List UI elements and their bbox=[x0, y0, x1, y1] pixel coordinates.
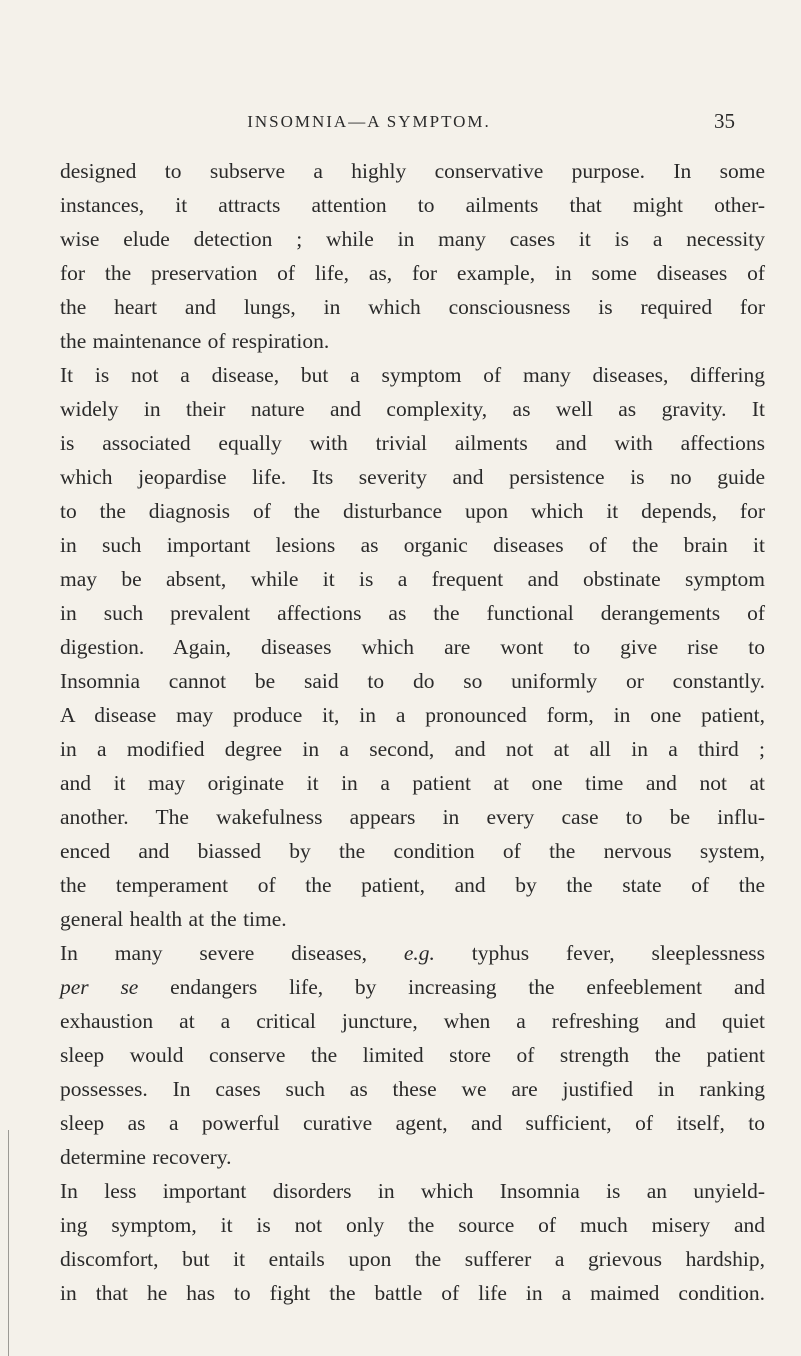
text-line: the heart and lungs, in which consciousness is required for bbox=[60, 295, 765, 319]
text-line: sleep would conserve the limited store of strength the patient bbox=[60, 1043, 765, 1067]
text-line: which jeopardise life. Its severity and persistence is no guide bbox=[60, 465, 765, 489]
text-run: typhus fever, sleeplessness bbox=[434, 941, 765, 965]
text-line: to the diagnosis of the disturbance upon which it depends, for bbox=[60, 499, 765, 523]
text-line: In less important disorders in which Insomnia is an unyield- bbox=[60, 1179, 765, 1203]
text-line: another. The wakefulness appears in every case to be influ- bbox=[60, 805, 765, 829]
text-line: It is not a disease, but a symptom of many diseases, differing bbox=[60, 363, 765, 387]
text-line: general health at the time. bbox=[60, 907, 287, 931]
text-line: is associated equally with trivial ailments and with affections bbox=[60, 431, 765, 455]
text-line: enced and biassed by the condition of the nervous system, bbox=[60, 839, 765, 863]
text-line: in such important lesions as organic diseases of the brain it bbox=[60, 533, 765, 557]
text-line: in a modified degree in a second, and not at all in a third ; bbox=[60, 737, 765, 761]
text-line: wise elude detection ; while in many cases it is a necessity bbox=[60, 227, 765, 251]
text-run: endangers life, by increasing the enfeeblement and bbox=[138, 975, 765, 999]
text-line: discomfort, but it entails upon the sufferer a grievous hardship, bbox=[60, 1247, 765, 1271]
text-line: ing symptom, it is not only the source of much misery and bbox=[60, 1213, 765, 1237]
text-line: sleep as a powerful curative agent, and sufficient, of itself, to bbox=[60, 1111, 765, 1135]
text-line: designed to subserve a highly conservative purpose. In some bbox=[60, 159, 765, 183]
emphasis-eg: e.g. bbox=[403, 941, 435, 965]
text-line: and it may originate it in a patient at one time and not at bbox=[60, 771, 765, 795]
text-line bbox=[60, 971, 765, 1003]
text-line: may be absent, while it is a frequent and obstinate symptom bbox=[60, 567, 765, 591]
text-line: in that he has to fight the battle of life in a maimed condition. bbox=[60, 1281, 765, 1305]
emphasis-per-se: per se bbox=[60, 975, 139, 999]
text-line: for the preservation of life, as, for example, in some diseases of bbox=[60, 261, 765, 285]
text-line: Insomnia cannot be said to do so uniformly or constantly. bbox=[60, 669, 765, 693]
text-line: the maintenance of respiration. bbox=[60, 329, 330, 353]
text-line: instances, it attracts attention to ailments that might other- bbox=[60, 193, 765, 217]
text-line bbox=[60, 937, 765, 969]
running-head bbox=[0, 109, 801, 142]
text-line: exhaustion at a critical juncture, when a refreshing and quiet bbox=[60, 1009, 765, 1033]
page-number: 35 bbox=[714, 109, 735, 133]
text-line: A disease may produce it, in a pronounced form, in one patient, bbox=[60, 703, 765, 727]
text-line: in such prevalent affections as the functional derangements of bbox=[60, 601, 765, 625]
running-title: INSOMNIA—A SYMPTOM. bbox=[247, 112, 491, 131]
text-line: determine recovery. bbox=[60, 1145, 232, 1169]
text-line: the temperament of the patient, and by the state of the bbox=[60, 873, 765, 897]
text-line: widely in their nature and complexity, as well as gravity. It bbox=[60, 397, 765, 421]
page-edge-shadow bbox=[8, 1130, 9, 1356]
text-run: In many severe diseases, bbox=[60, 941, 404, 965]
text-line: possesses. In cases such as these we are justified in ranking bbox=[60, 1077, 765, 1101]
text-line: digestion. Again, diseases which are wont to give rise to bbox=[60, 635, 765, 659]
